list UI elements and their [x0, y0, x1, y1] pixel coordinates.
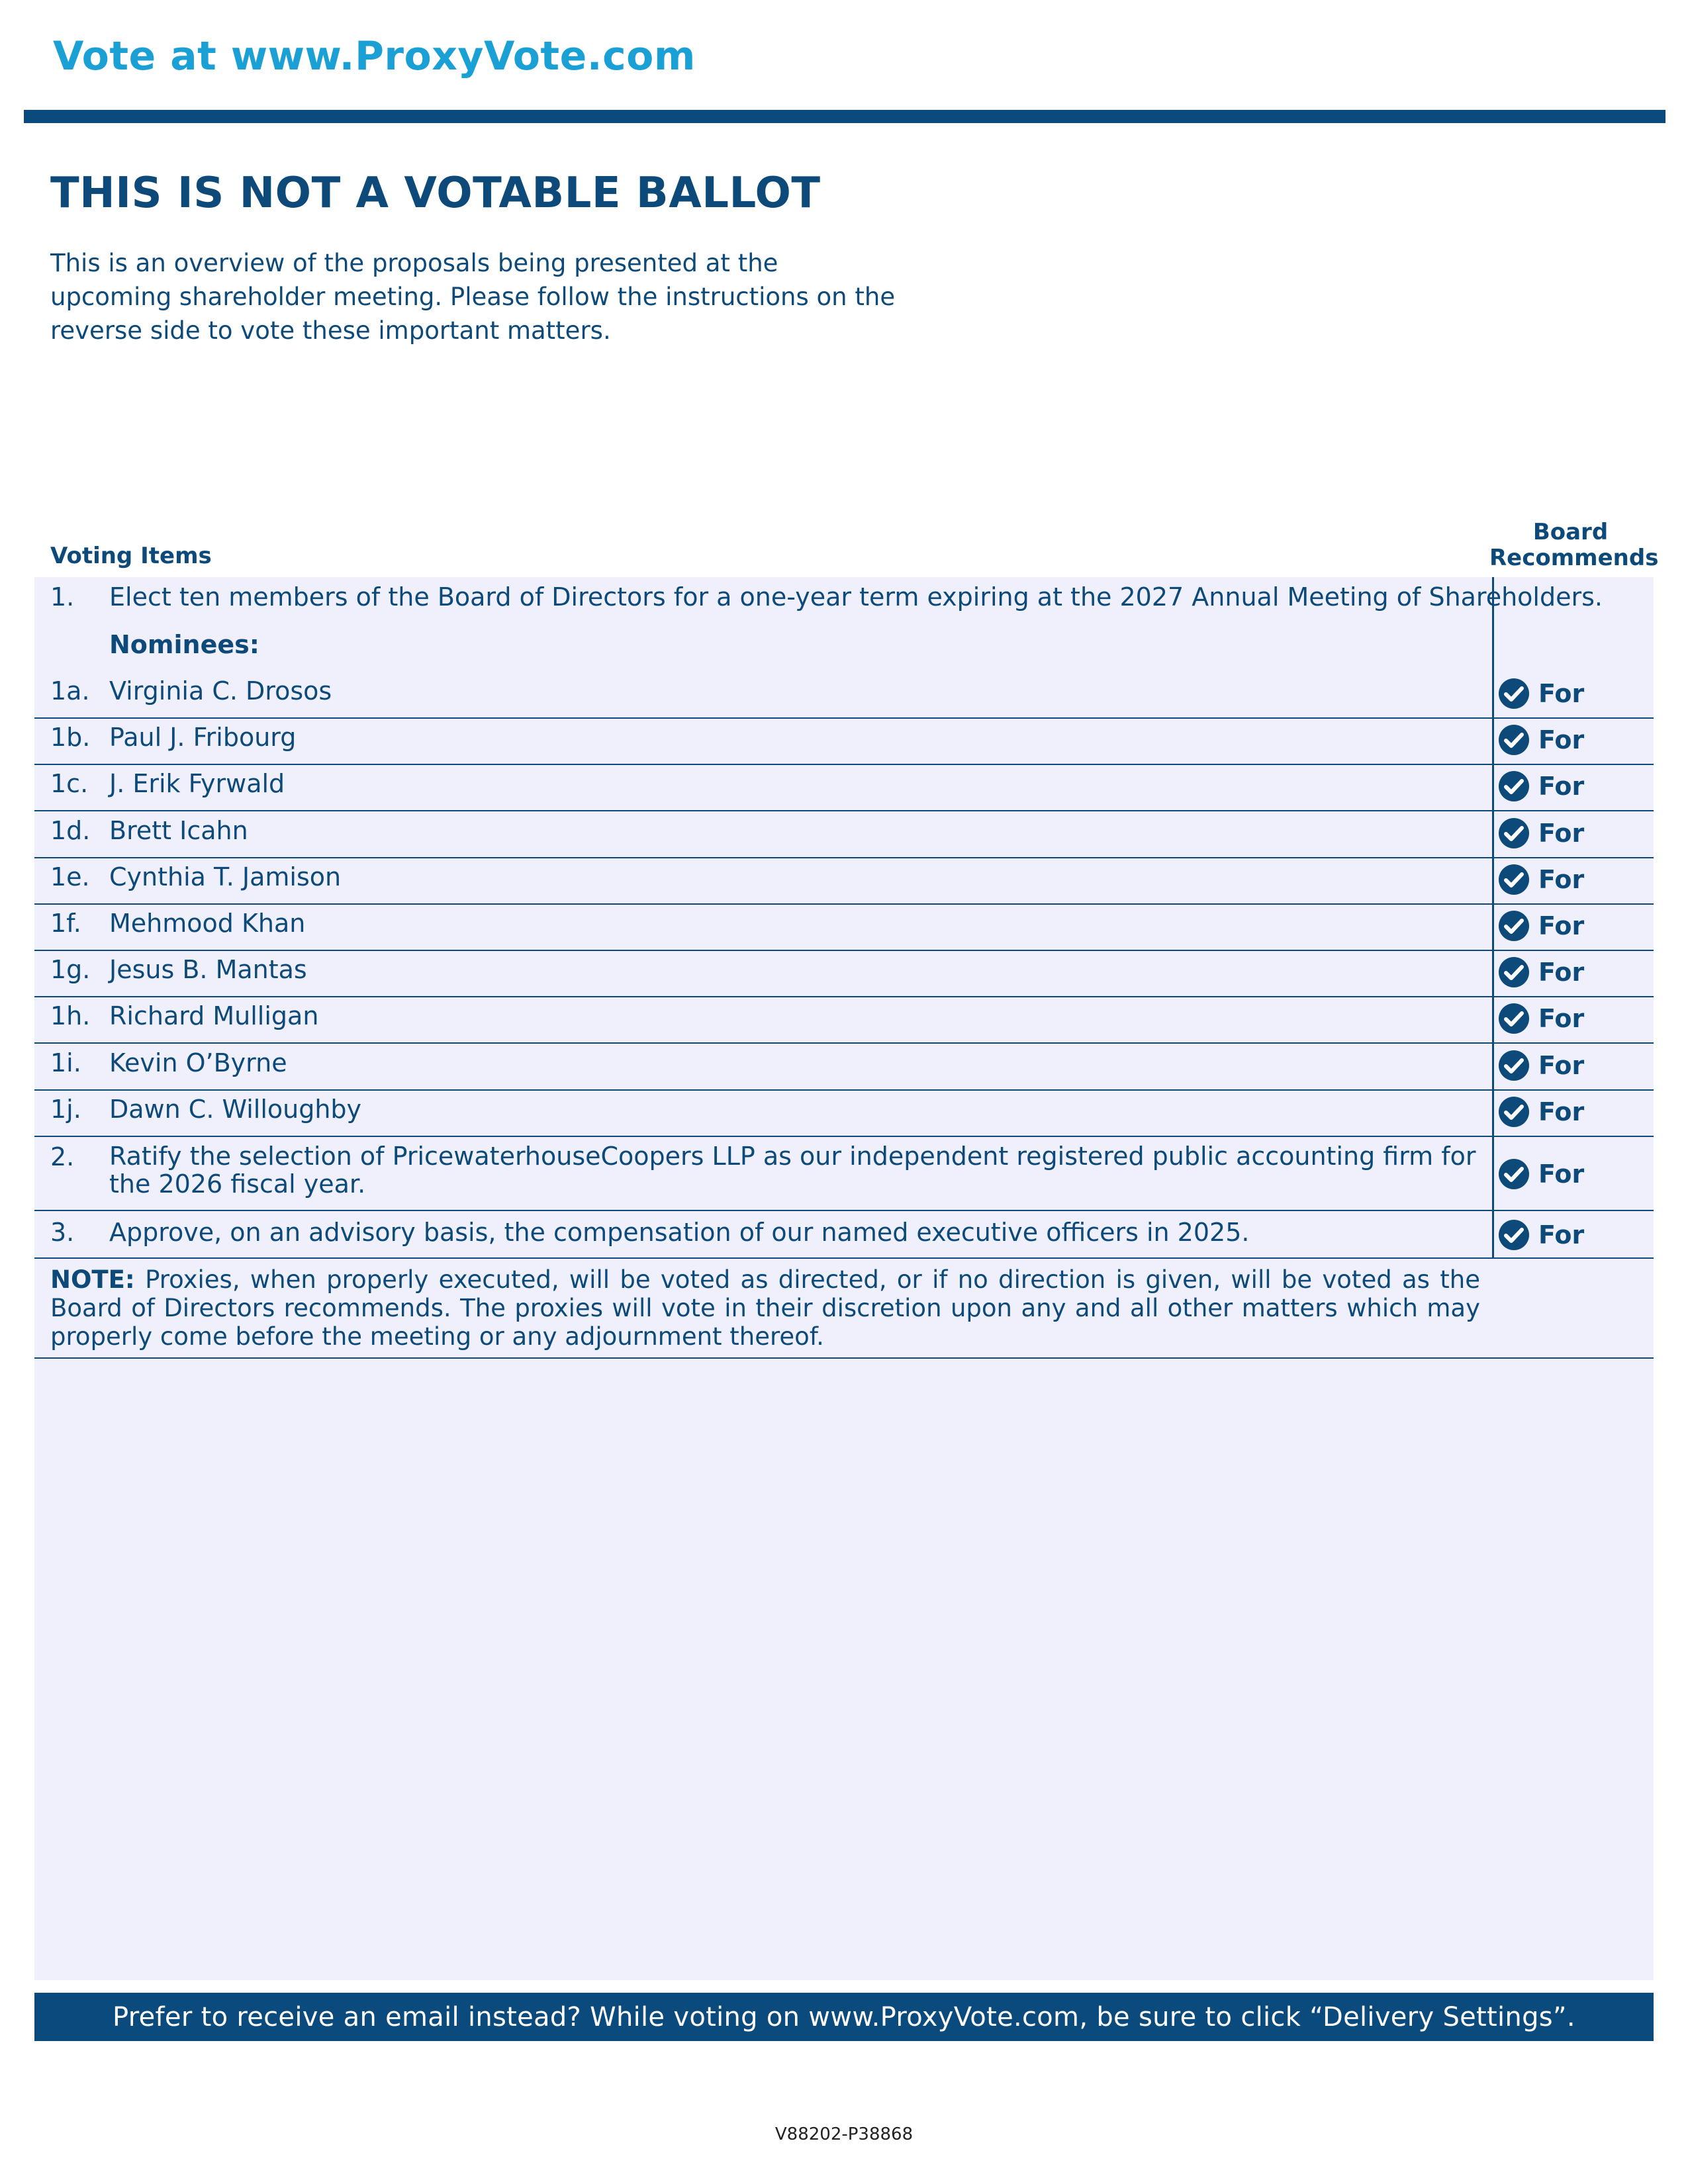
check-circle-icon [1497, 1002, 1530, 1035]
nominee-recommendation [1497, 955, 1584, 989]
nominee-number: 1f. [50, 909, 81, 938]
proposal-2-number: 2. [50, 1142, 75, 1171]
nominee-number: 1e. [50, 862, 90, 891]
recommendation-label: For [1538, 958, 1585, 987]
proposal-3-text: Approve, on an advisory basis, the compensation of our named executive officers in 2025. [109, 1218, 1250, 1247]
row-rule [34, 996, 1654, 997]
nominee-recommendation [1497, 909, 1584, 943]
proposal-3-recommendation [1497, 1218, 1584, 1252]
note-text [50, 1265, 1480, 1351]
row-rule [34, 764, 1654, 765]
recommendation-label: For [1538, 1220, 1585, 1250]
nominee-recommendation [1497, 769, 1584, 803]
nominee-name: Cynthia T. Jamison [109, 862, 342, 891]
nominee-number: 1d. [50, 816, 91, 845]
row-rule [34, 810, 1654, 811]
recommendation-label: For [1538, 911, 1585, 940]
proposal-1-text: Elect ten members of the Board of Directors for a one-year term expiring at the 2027 Annual Meeting of Shareholders. [109, 582, 1603, 612]
row-rule [34, 1136, 1654, 1137]
recommendation-label: For [1538, 1051, 1585, 1080]
nominee-name: Mehmood Khan [109, 909, 306, 938]
board-recommends-header [1489, 519, 1659, 571]
voting-items-header: Voting Items [50, 543, 212, 569]
recommendation-label: For [1538, 1004, 1585, 1033]
row-rule [34, 717, 1654, 719]
note-body: Proxies, when properly executed, will be voted as directed, or if no direction is given, will be voted as the Board of Directors recommends. The proxies will vote in their discretion upon any and all other matters which may properly come before the meeting or any adjournment thereof. [50, 1265, 1481, 1351]
recommendation-label: For [1538, 679, 1585, 708]
note-rule [34, 1357, 1654, 1359]
nominee-recommendation [1497, 1095, 1584, 1129]
page-title: THIS IS NOT A VOTABLE BALLOT [50, 169, 821, 218]
check-circle-icon [1497, 770, 1530, 803]
nominee-name: J. Erik Fyrwald [109, 769, 285, 798]
nominee-recommendation [1497, 1048, 1584, 1083]
nominees-label: Nominees: [109, 630, 259, 659]
check-circle-icon [1497, 1158, 1530, 1191]
nominee-recommendation [1497, 816, 1584, 850]
proposal-2-text: Ratify the selection of PricewaterhouseCoopers LLP as our independent registered public accounting firm for the 2026 fiscal year. [109, 1142, 1476, 1199]
intro-text: This is an overview of the proposals being presented at the upcoming shareholder meeting. Please follow the instructions on the reverse side to vote these important matters. [50, 249, 896, 345]
nominee-number: 1h. [50, 1001, 91, 1030]
nominee-recommendation [1497, 1001, 1584, 1036]
nominee-number: 1g. [50, 955, 91, 984]
header-rule [24, 110, 1665, 123]
recommendation-label: For [1538, 1160, 1585, 1189]
nominee-name: Paul J. Fribourg [109, 723, 297, 752]
check-circle-icon [1497, 956, 1530, 989]
nominee-name: Jesus B. Mantas [109, 955, 307, 984]
row-rule [34, 1210, 1654, 1211]
nominee-recommendation [1497, 676, 1584, 711]
row-rule [34, 1257, 1654, 1259]
nominee-number: 1j. [50, 1095, 81, 1124]
check-circle-icon [1497, 909, 1530, 942]
check-circle-icon [1497, 1218, 1530, 1251]
board-recommends-line2: Recommends [1489, 545, 1659, 571]
nominee-number: 1i. [50, 1048, 81, 1077]
row-rule [34, 1089, 1654, 1091]
row-rule [34, 857, 1654, 858]
nominee-number: 1c. [50, 769, 89, 798]
recommendation-label: For [1538, 865, 1585, 894]
check-circle-icon [1497, 1095, 1530, 1128]
row-rule [34, 903, 1654, 905]
check-circle-icon [1497, 677, 1530, 710]
row-rule [34, 1042, 1654, 1044]
check-circle-icon [1497, 723, 1530, 756]
recommendation-label: For [1538, 819, 1585, 848]
recommendation-label: For [1538, 725, 1585, 754]
nominee-name: Kevin O’Byrne [109, 1048, 287, 1077]
nominee-name: Brett Icahn [109, 816, 248, 845]
recommendation-label: For [1538, 1097, 1585, 1126]
row-rule [34, 950, 1654, 951]
check-circle-icon [1497, 817, 1530, 850]
proposal-3-number: 3. [50, 1218, 75, 1247]
recommendation-label: For [1538, 772, 1585, 801]
note-label: NOTE: [50, 1265, 135, 1294]
proposal-1-number: 1. [50, 582, 75, 612]
check-circle-icon [1497, 863, 1530, 896]
nominee-name: Virginia C. Drosos [109, 676, 332, 705]
board-recommends-line1: Board [1532, 519, 1609, 545]
document-code: V88202-P38868 [774, 2124, 914, 2144]
delivery-settings-text: Prefer to receive an email instead? While voting on www.ProxyVote.com, be sure to click “Delivery Settings”. [113, 2001, 1575, 2032]
nominee-number: 1a. [50, 676, 90, 705]
nominee-recommendation [1497, 723, 1584, 757]
nominee-number: 1b. [50, 723, 91, 752]
proposal-2-recommendation [1497, 1157, 1584, 1191]
proxyvote-link[interactable]: Vote at www.ProxyVote.com [53, 33, 696, 79]
delivery-settings-banner [34, 1993, 1654, 2041]
column-divider [1492, 577, 1494, 1259]
nominee-recommendation [1497, 862, 1584, 897]
nominee-name: Dawn C. Willoughby [109, 1095, 362, 1124]
nominee-name: Richard Mulligan [109, 1001, 319, 1030]
check-circle-icon [1497, 1049, 1530, 1082]
